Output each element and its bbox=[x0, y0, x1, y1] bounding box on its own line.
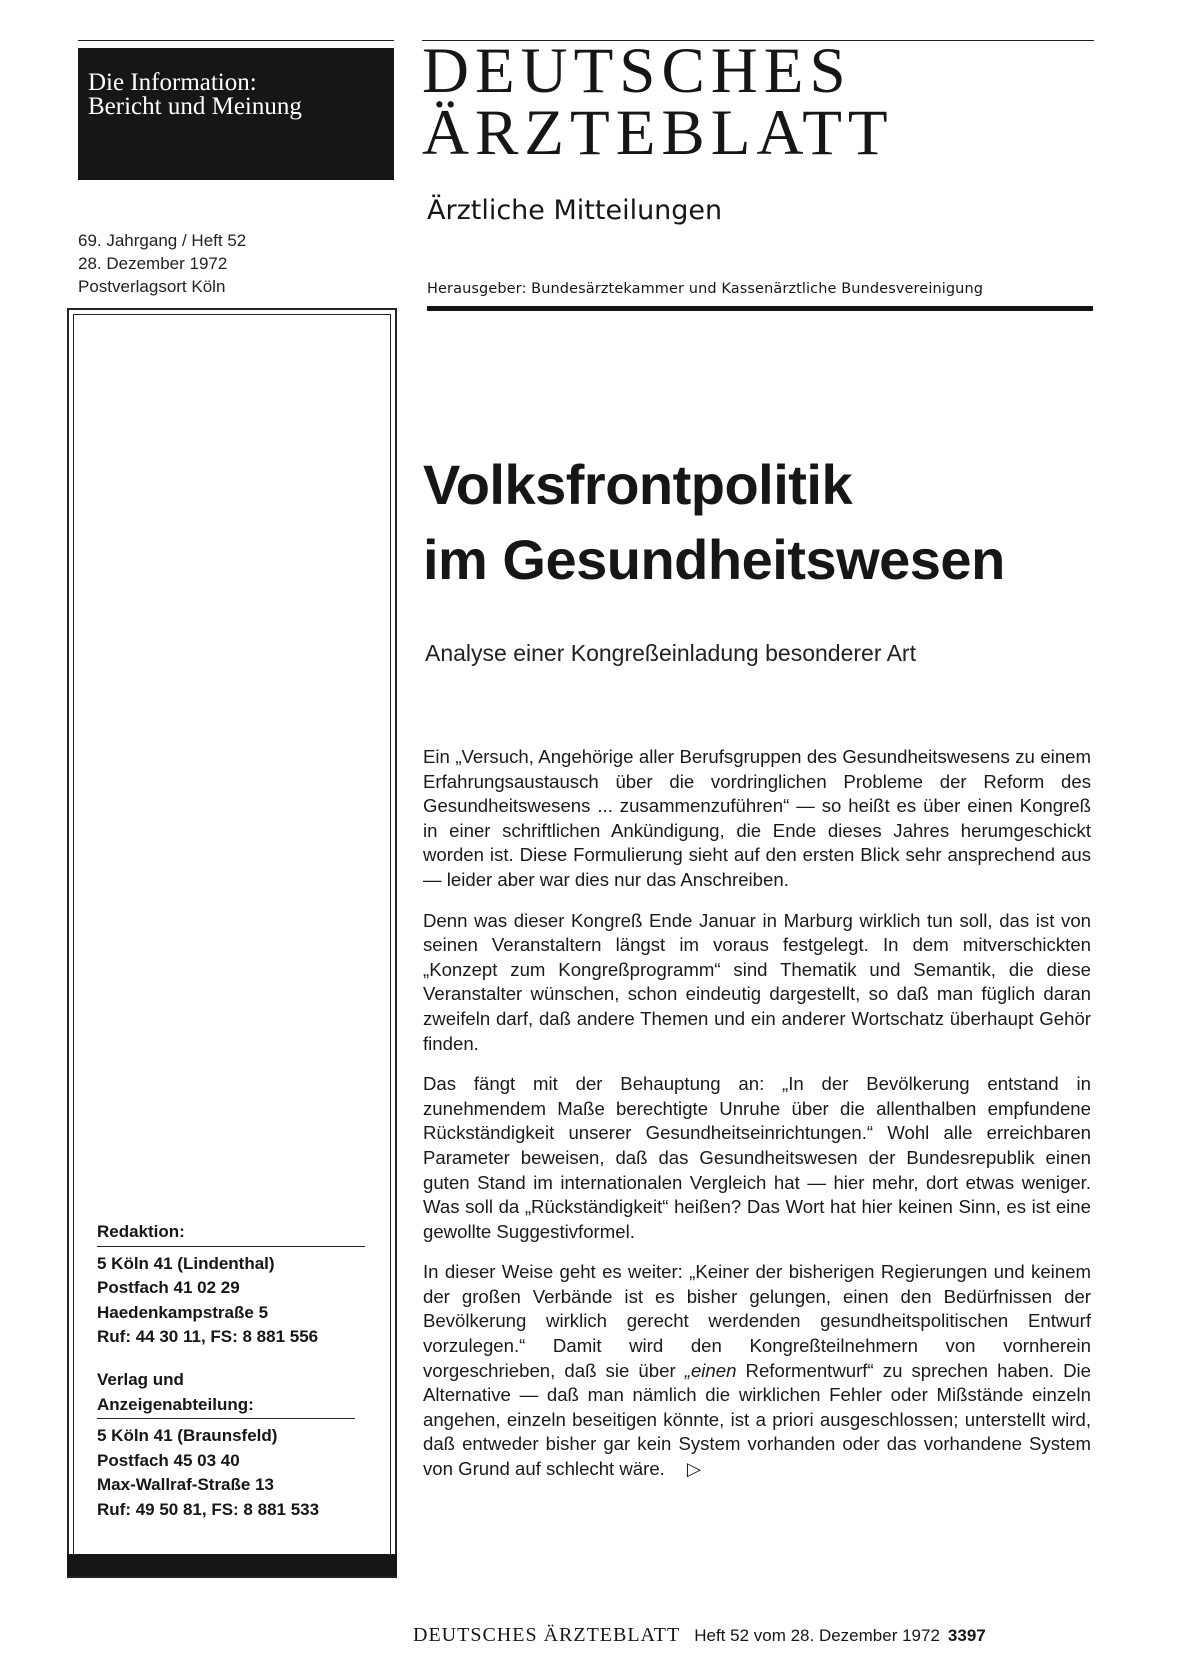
contact-verlag-phone: Ruf: 49 50 81, FS: 8 881 533 bbox=[97, 1499, 320, 1519]
contact-verlag-rule bbox=[97, 1418, 355, 1419]
article-headline-line2: im Gesundheitswesen bbox=[423, 528, 1005, 591]
continue-arrow-icon: ▷ bbox=[686, 1458, 702, 1480]
masthead-title-line1: DEUTSCHES bbox=[422, 35, 852, 107]
contact-redaktion-heading: Redaktion: bbox=[97, 1222, 185, 1241]
contact-verlag-postbox: Postfach 45 03 40 bbox=[97, 1450, 240, 1470]
contact-redaktion-phone: Ruf: 44 30 11, FS: 8 881 556 bbox=[97, 1327, 319, 1346]
masthead-title-line2: ÄRZTEBLATT bbox=[422, 97, 894, 169]
top-rule-left bbox=[78, 40, 394, 41]
article-headline-line1: Volksfrontpolitik bbox=[423, 453, 853, 516]
article-subtitle: Analyse einer Kongreßeinladung besonderer Art bbox=[425, 640, 916, 666]
issue-volume: 69. Jahrgang / Heft 52 bbox=[78, 231, 247, 250]
article-paragraph: Denn was dieser Kongreß Ende Januar in Marburg wirklich tun soll, das ist von seinen Veranstaltern längst im voraus festgelegt. In dem mitverschickten „Konzept zum Kongreßprogramm“ sind Thematik und Semantik, die diese Veranstalter wünschen, schon eindeutig dargestellt, so daß man füglich daran zweifeln darf, daß andere Themen und ein anderer Wortschatz überhaupt Gehör finden. bbox=[423, 909, 1091, 1054]
contact-redaktion bbox=[97, 1220, 365, 1350]
issue-date: 28. Dezember 1972 bbox=[78, 254, 228, 273]
contact-redaktion-street: Haedenkampstraße 5 bbox=[97, 1302, 269, 1322]
contact-verlag-address: 5 Köln 41 (Braunsfeld) bbox=[97, 1426, 278, 1445]
contact-verlag-street: Max-Wallraf-Straße 13 bbox=[97, 1475, 274, 1494]
emphasized-word: „einen bbox=[684, 1359, 737, 1381]
article-paragraph: Das fängt mit der Behauptung an: „In der Bevölkerung entstand in zunehmendem Maße berechtigte Unruhe über die allenthalben empfundene Rückständigkeit unserer Gesundheitseinrichtungen.“ Wohl alle erreichbaren Parameter beweisen, daß das Gesundheitswesen der Bundesrepublik einen guten Stand im internationalen Vergleich hat — hier mehr, dort etwas weniger. Was soll da „Rückständigkeit“ heißen? Das Wort hat hier keinen Sinn, es ist eine gewollte Suggestivformel. bbox=[423, 1073, 1091, 1242]
publisher-rule bbox=[427, 306, 1093, 311]
page-number: 3397 bbox=[947, 1626, 986, 1645]
article-body bbox=[423, 745, 1091, 1482]
issue-postal-location: Postverlagsort Köln bbox=[78, 277, 226, 296]
article-headline bbox=[423, 447, 1005, 597]
contact-redaktion-address: 5 Köln 41 (Lindenthal) bbox=[97, 1253, 275, 1273]
sidebar-frame-bar bbox=[67, 1554, 397, 1576]
contact-verlag-heading-line1: Verlag und bbox=[97, 1370, 184, 1389]
article-paragraph: Ein „Versuch, Angehörige aller Berufsgruppen des Gesundheitswesens zu einem Erfahrungsaustausch über die vordringlichen Probleme der Reform des Gesundheitswesens ... zusammenzuführen“ — so heißt es über einen Kongreß in einer schriftlichen Ankündigung, die Ende dieses Jahres herumgeschickt worden ist. Diese Formulierung sieht auf den ersten Blick sehr ansprechend aus — leider aber war dies nur das Anschreiben. bbox=[423, 746, 1091, 890]
article-paragraph bbox=[423, 1260, 1091, 1481]
contact-redaktion-rule bbox=[97, 1246, 365, 1247]
issue-info bbox=[78, 229, 246, 298]
paragraph-text-end: Reformentwurf“ zu sprechen haben. Die Alternative — daß man nämlich die wirklichen Fehler oder Mißstände einzeln angehen, einzeln beseitigen könnte, ist a priori ausgeschlossen; unterstellt wird, daß entweder bisher gar kein System vorhanden oder das vorhandene System von Grund auf schlecht wäre. bbox=[423, 1359, 1091, 1480]
contact-verlag-heading-line2: Anzeigenabteilung: bbox=[97, 1394, 254, 1414]
footer-publication-name: DEUTSCHES ÄRZTEBLATT bbox=[413, 1624, 681, 1646]
footer-issue: Heft 52 vom 28. Dezember 1972 bbox=[694, 1626, 940, 1645]
masthead-title bbox=[422, 35, 1122, 169]
paragraph-text-start: In dieser Weise geht es weiter: „Keiner der bisherigen Regierungen und keinem der großen Verbände ist es bisher gelungen, einen den Bedürfnissen der Bevölkerung wirklich gerecht werdenden gesundheitspolitischen Entwurf vorzulegen.“ Damit wird den Kongreßteilnehmern von vornherein vorgeschrieben, daß sie über bbox=[423, 1261, 1091, 1381]
section-label-line2: Bericht und Meinung bbox=[88, 93, 302, 120]
publisher-line: Herausgeber: Bundesärztekammer und Kassenärztliche Bundesvereinigung bbox=[427, 281, 984, 297]
contact-redaktion-postbox: Postfach 41 02 29 bbox=[97, 1278, 240, 1297]
masthead-subtitle: Ärztliche Mitteilungen bbox=[427, 195, 723, 226]
section-label-line1: Die Information: bbox=[88, 69, 257, 96]
page-footer bbox=[413, 1624, 986, 1647]
section-label-box bbox=[78, 48, 394, 180]
contact-verlag bbox=[97, 1368, 355, 1522]
